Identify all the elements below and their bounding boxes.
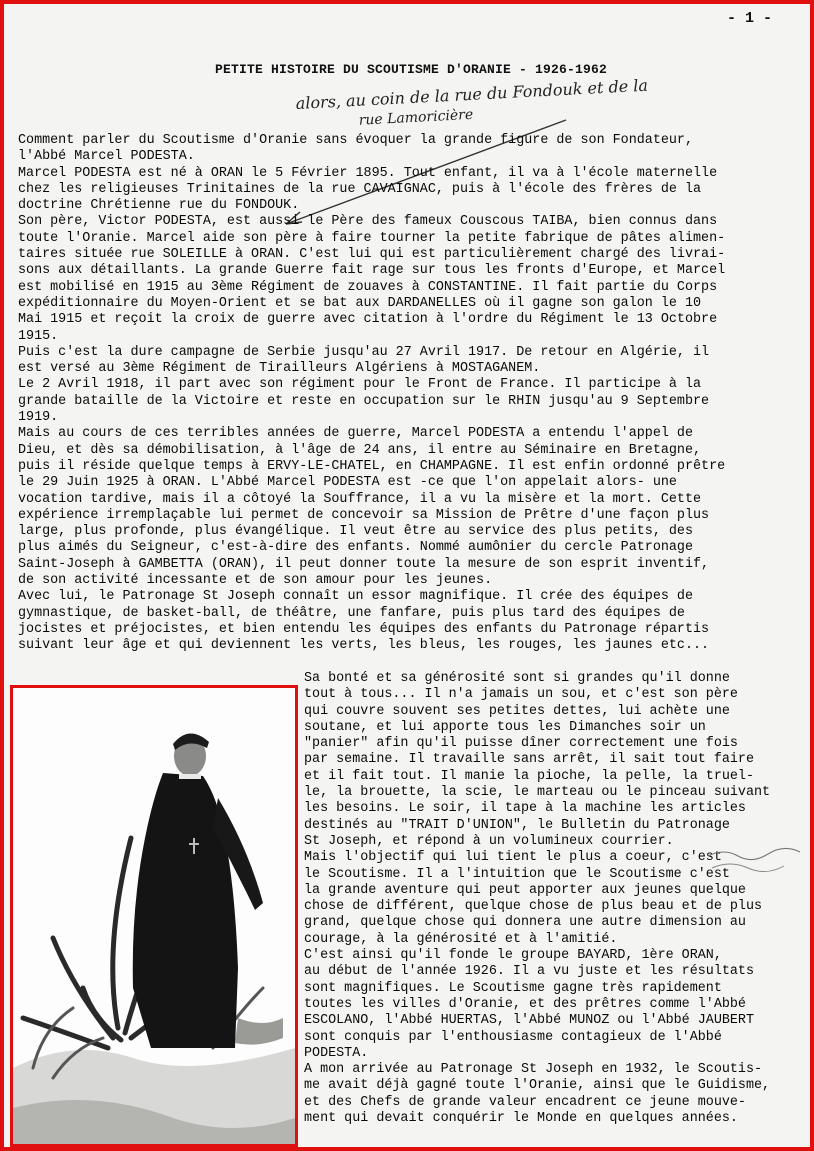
body-line: St Joseph, et répond à un volumineux courrier. (304, 833, 674, 849)
body-line: ESCOLANO, l'Abbé HUERTAS, l'Abbé MUNOZ ou l'Abbé JAUBERT (304, 1013, 754, 1029)
body-line: Marcel PODESTA est né à ORAN le 5 Février 1895. Tout enfant, il va à l'école maternelle (18, 165, 718, 181)
body-line: Sa bonté et sa générosité sont si grandes qu'il donne (304, 671, 730, 686)
body-line: PODESTA. (304, 1045, 369, 1061)
body-line: Comment parler du Scoutisme d'Oranie sans évoquer la grande figure de son Fondateur, (18, 133, 693, 148)
body-line: Avec lui, le Patronage St Joseph connaît un essor magnifique. Il crée des équipes de (18, 589, 693, 605)
body-line: expéditionnaire du Moyen-Orient et se bat aux DARDANELLES où il gagne son galon le 10 (18, 295, 702, 311)
body-text (18, 133, 803, 655)
body-line: est mobilisé en 1915 au 3ème Régiment de zouaves à CONSTANTINE. Il fait partie du Corps (18, 279, 718, 295)
body-line: me avait déjà gagné toute l'Oranie, ainsi que le Guidisme, (304, 1078, 771, 1094)
body-line: Saint-Joseph à GAMBETTA (ORAN), il peut donner toute la mesure de son esprit inventif, (18, 556, 710, 572)
body-line: l'Abbé Marcel PODESTA. (18, 149, 195, 165)
body-line: large, plus profonde, plus évangélique. Il veut être au service des plus petits, des (18, 524, 693, 540)
body-line: doctrine Chrétienne rue du FONDOUK. (18, 198, 300, 214)
body-line: Dieu, et dès sa démobilisation, à l'âge de 24 ans, il entre au Séminaire en Bretagne, (18, 442, 702, 458)
body-line: de son activité incessante et de son amour pour les jeunes. (18, 573, 493, 589)
annotation-line-1: alors, au coin de la rue du Fondouk et de la (295, 75, 649, 114)
body-line: le 29 Juin 1925 à ORAN. L'Abbé Marcel PODESTA est -ce que l'on appelait alors- une (18, 475, 677, 491)
body-line: le Scoutisme. Il a l'intuition que le Scoutisme c'est (304, 866, 730, 882)
body-line: tout à tous... Il n'a jamais un sou, et c'est son père (304, 687, 738, 703)
body-line: sont conquis par l'enthousiasme contagieux de l'Abbé (304, 1029, 722, 1045)
body-line: Son père, Victor PODESTA, est aussi le Père des fameux Couscous TAIBA, bien connus dans (18, 214, 718, 230)
body-line: Mais l'objectif qui lui tient le plus a coeur, c'est (304, 850, 722, 866)
body-line: et des Chefs de grande valeur encadrent ce jeune mouve- (304, 1094, 746, 1110)
body-line: sont magnifiques. Le Scoutisme gagne très rapidement (304, 980, 722, 996)
body-line: Le 2 Avril 1918, il part avec son régiment pour le Front de France. Il participe à la (18, 377, 702, 393)
body-line: destinés au "TRAIT D'UNION", le Bulletin du Patronage (304, 817, 730, 833)
body-line: C'est ainsi qu'il fonde le groupe BAYARD, 1ère ORAN, (304, 948, 722, 964)
body-line: chose de différent, quelque chose de plus beau et de plus (304, 899, 763, 915)
body-line: au début de l'année 1926. Il a vu juste et les résultats (304, 964, 754, 980)
body-line: taires située rue SOLEILLE à ORAN. C'est lui qui est particulièrement chargé des livrai- (18, 247, 726, 263)
body-line: A mon arrivée au Patronage St Joseph en 1932, le Scoutis- (304, 1062, 763, 1078)
page-number: - 1 - (726, 10, 772, 27)
body-line: suivant leur âge et qui deviennent les verts, les bleus, les rouges, les jaunes etc... (18, 638, 710, 654)
right-column-text (304, 671, 804, 1127)
priest-portrait-image (13, 688, 295, 1144)
body-line: 1919. (18, 410, 59, 426)
handwritten-scribble (704, 842, 804, 882)
body-line: puis il réside quelque temps à ERVY-LE-CHATEL, en CHAMPAGNE. Il est enfin ordonné prêtre (18, 458, 726, 474)
body-line: grande bataille de la Victoire et reste en occupation sur le RHIN jusqu'au 9 Septembre (18, 393, 710, 409)
body-line: grand, quelque chose qui donnera une autre dimension au (304, 915, 746, 931)
body-line: 1915. (18, 328, 59, 344)
body-line: qui couvre souvent ses petites dettes, lui achète une (304, 703, 730, 719)
body-line: toute l'Oranie. Marcel aide son père à faire tourner la petite fabrique de pâtes alimen- (18, 230, 726, 246)
body-line: et il fait tout. Il manie la pioche, la pelle, la truel- (304, 768, 754, 784)
body-line: toutes les villes d'Oranie, et des prêtres comme l'Abbé (304, 996, 746, 1012)
body-line: chez les religieuses Trinitaines de la rue CAVAIGNAC, puis à l'école des frères de la (18, 181, 702, 197)
body-line: par semaine. Il travaille sans arrêt, il sait tout faire (304, 752, 754, 768)
body-line: le, la brouette, la scie, le marteau ou le pinceau suivant (304, 785, 771, 801)
document-title: PETITE HISTOIRE DU SCOUTISME D'ORANIE - 1926-1962 (214, 62, 608, 77)
body-line: Mai 1915 et reçoit la croix de guerre avec citation à l'ordre du Régiment le 13 Octobre (18, 312, 718, 328)
body-line: vocation tardive, mais il a côtoyé la Souffrance, il a vu la misère et la mort. Cette (18, 491, 702, 507)
body-line: gymnastique, de basket-ball, de théâtre, une fanfare, puis plus tard des équipes de (18, 605, 685, 621)
body-line: plus aimés du Seigneur, c'est-à-dire des enfants. Nommé aumônier du cercle Patronage (18, 540, 693, 556)
annotation-line-2: rue Lamoricière (358, 106, 474, 129)
body-line: "panier" afin qu'il puisse dîner correctement une fois (304, 736, 738, 752)
body-line: la grande aventure qui peut apporter aux jeunes quelque (304, 882, 746, 898)
body-line: Puis c'est la dure campagne de Serbie jusqu'au 27 Avril 1917. De retour en Algérie, il (18, 344, 710, 360)
body-line: ment qui devait conquérir le Monde en quelques années. (304, 1111, 738, 1127)
body-line: est versé au 3ème Régiment de Tirailleurs Algériens à MOSTAGANEM. (18, 361, 541, 377)
body-line: sons aux détaillants. La grande Guerre fait rage sur tous les fronts d'Europe, et Marcel (18, 263, 726, 279)
body-line: les besoins. Le soir, il tape à la machine les articles (304, 801, 746, 817)
body-line: jocistes et préjocistes, et bien entendu les équipes des enfants du Patronage répartis (18, 621, 710, 637)
body-line: courage, à la générosité et à l'amitié. (304, 931, 618, 947)
portrait-photo (10, 685, 298, 1147)
body-line: expérience irremplaçable lui permet de concevoir sa Mission de Prêtre d'une façon plus (18, 507, 710, 523)
body-line: soutane, et lui apporte tous les Dimanches soir un (304, 719, 706, 735)
body-line: Mais au cours de ces terribles années de guerre, Marcel PODESTA a entendu l'appel de (18, 426, 693, 442)
